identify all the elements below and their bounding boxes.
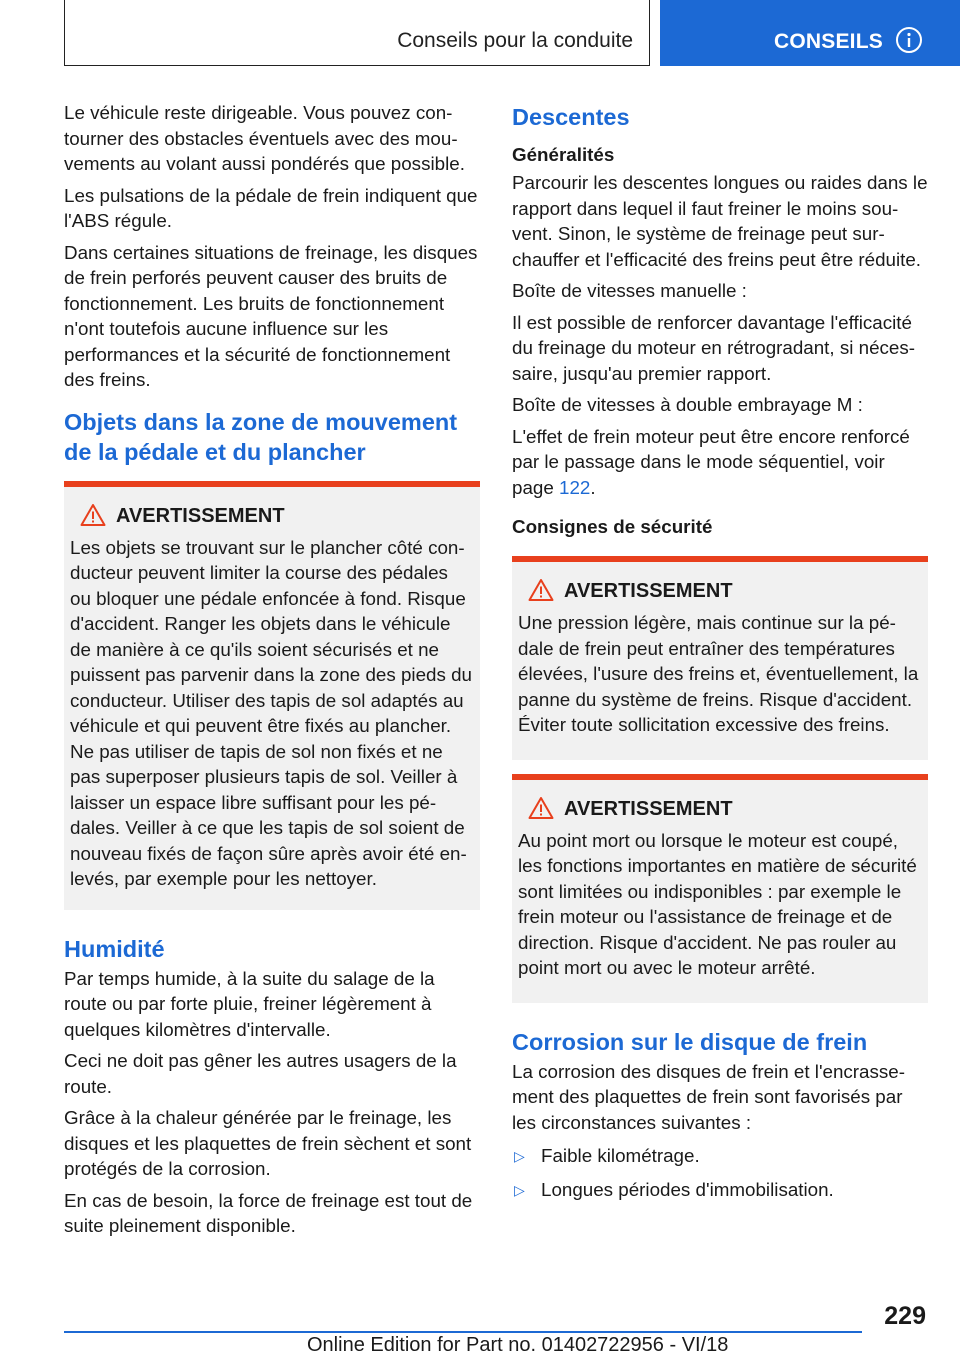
list-item-text: Longues périodes d'immobilisation.: [541, 1178, 834, 1200]
paragraph: Dans certaines situations de freinage, les disques de frein perforés peuvent causer des bruits de fonctionnement. Les bruits de fonctionnement n'ont toutefois aucune influence sur les performances et la sécurité de fonctionnement des freins.: [64, 241, 478, 390]
list-item: [512, 1143, 928, 1169]
triangle-bullet-icon: ▷: [514, 1181, 525, 1198]
subheading-consignes: Consignes de sécurité: [512, 516, 713, 537]
info-circle-icon[interactable]: [895, 26, 923, 54]
paragraph: Par temps humide, à la suite du salage de la route ou par forte pluie, freiner légèrement à quelques kilomètres d'intervalle.: [64, 967, 435, 1040]
paragraph: Les pulsations de la pédale de frein indiquent que l'ABS régule.: [64, 184, 478, 231]
list-item-text: Faible kilométrage.: [541, 1145, 700, 1166]
warning-triangle-icon: [528, 578, 554, 602]
paragraph: La corrosion des disques de frein et l'encrassement des plaquettes de frein sont favorisés par les circonstances suivantes :: [512, 1060, 905, 1133]
heading-humidite: Humidité: [64, 935, 165, 962]
warning-triangle-icon: [80, 503, 106, 527]
bullet-list: [512, 1143, 928, 1202]
list-item: [512, 1177, 928, 1203]
paragraph: En cas de besoin, la force de freinage est tout de suite pleinement disponible.: [64, 1189, 473, 1236]
paragraph: Ceci ne doit pas gêner les autres usagers de la route.: [64, 1050, 457, 1097]
heading-descentes: Descentes: [512, 104, 630, 130]
paragraph: Il est possible de renforcer davantage l'efficacité du freinage du moteur en rétrogradant, si nécessaire, jusqu'au premier rapport.: [512, 311, 916, 384]
header-section-title: Conseils pour la conduite: [397, 29, 633, 52]
header-chapter-title: CONSEILS: [774, 30, 883, 53]
warning-box: [512, 774, 928, 1003]
paragraph: [512, 424, 928, 501]
paragraph-text: L'effet de frein moteur peut être encore renforcé par le passage dans le mode séquentiel, voir page: [512, 425, 910, 498]
warning-box: [512, 556, 928, 760]
header-section-tab: [64, 0, 650, 66]
warning-title: AVERTISSEMENT: [564, 580, 733, 602]
warning-text: Les objets se trouvant sur le plancher côté conducteur peuvent limiter la course des pédales ou bloquer une pédale enfoncée à fond. Risque d'accident. Ranger les objets dans le véhicule de manière à ce qu'ils soient sécurisés et ne puissent pas parvenir dans la zone des pieds du conducteur. Utiliser des tapis de sol adaptés au véhicule et qui peuvent être fixés au plancher. Ne pas utiliser de tapis de sol non fixés et ne pas superposer plusieurs tapis de sol. Veiller à laisser un espace libre suffisant pour les pédales. Veiller à ce que les tapis de sol soient de nouveau fixés de façon sûre après avoir été enlevés, par exemple pour les nettoyer.: [70, 536, 472, 889]
paragraph-text: .: [590, 476, 596, 498]
paragraph: Le véhicule reste dirigeable. Vous pouvez contourner des obstacles éventuels avec des mouvements au volant aussi pondérés que possible.: [64, 102, 465, 174]
page-link[interactable]: 122: [559, 476, 591, 498]
warning-text: Une pression légère, mais continue sur la pédale de frein peut entraîner des températures élevées, l'usure des freins et, éventuellement, la panne du système de freins. Risque d'accident. Éviter toute sollicitation excessive des freins.: [518, 612, 919, 735]
page-number: 229: [884, 1302, 926, 1330]
header-chapter-tab[interactable]: [660, 0, 960, 66]
footer-edition: Online Edition for Part no. 01402722956 - VI/18: [307, 1334, 729, 1356]
warning-title: AVERTISSEMENT: [564, 797, 733, 820]
subheading-generalites: Généralités: [512, 144, 615, 165]
heading-corrosion: Corrosion sur le disque de frein: [512, 1028, 868, 1055]
warning-triangle-icon: [528, 796, 554, 820]
warning-box: [64, 481, 480, 910]
paragraph: Boîte de vitesses à double embrayage M :: [512, 394, 863, 415]
paragraph: Boîte de vitesses manuelle :: [512, 280, 747, 301]
heading-objets: Objets dans la zone de mouvement de la pédale et du plancher: [64, 408, 458, 465]
paragraph: Parcourir les descentes longues ou raides dans le rapport dans lequel il faut freiner le moins souvent. Sinon, le système de freinage peut surchauffer et l'efficacité des freins peut être réduite.: [512, 172, 928, 270]
left-column: [64, 100, 480, 1245]
warning-text: Au point mort ou lorsque le moteur est coupé, les fonctions importantes en matière de sécurité sont limitées ou indisponibles : par exemple le frein moteur ou l'assistance de freinage et de direction. Risque d'accident. Ne pas rouler au point mort ou avec le moteur arrêté.: [518, 829, 917, 978]
footer-rule: [64, 1331, 862, 1333]
right-column: [512, 100, 928, 1210]
triangle-bullet-icon: ▷: [514, 1148, 525, 1164]
warning-title: AVERTISSEMENT: [116, 504, 285, 527]
paragraph: Grâce à la chaleur générée par le freinage, les disques et les plaquettes de frein sèchent et sont protégés de la corrosion.: [64, 1107, 472, 1179]
